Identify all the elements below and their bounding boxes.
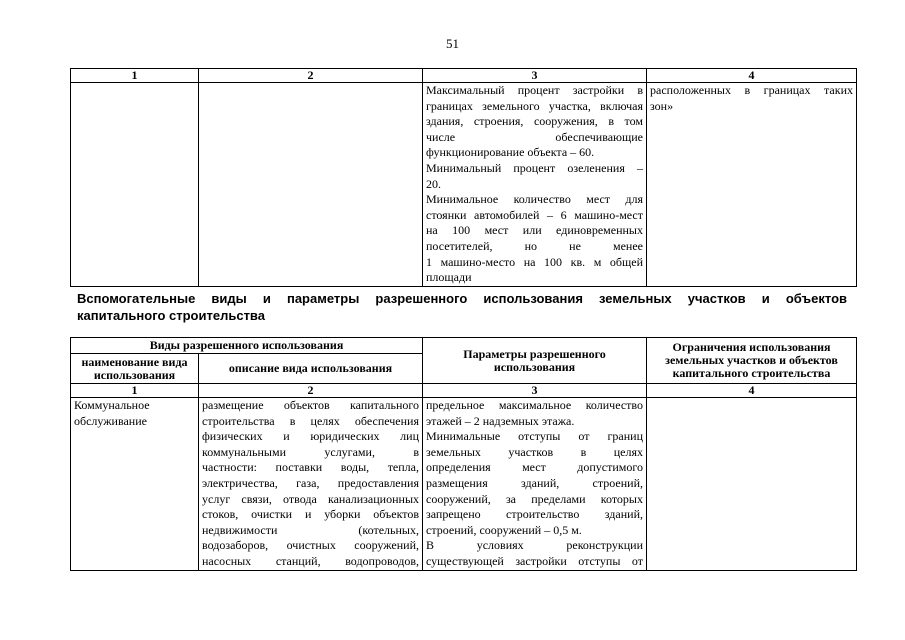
col-number-2: 2	[199, 384, 423, 398]
col-number-1: 1	[71, 384, 199, 398]
cell-parameters: Максимальный процент застройки в границах земельного участка, включая здания, строения, сооружения, в том числе обеспечивающие функционирование объекта – 60. Минимальный процент озеленения – 20. Минимальное количество мест для стоянки автомобилей – 6 машино-мест на 100 мест или единовременных посетителей, но не менее 1 машино-место на 100 кв. м общей площади	[423, 83, 647, 287]
cell-empty-2	[199, 83, 423, 287]
header-use-description: описание вида использования	[199, 354, 423, 384]
col-number-3: 3	[423, 384, 647, 398]
cell-limitations: расположенных в границах таких зон»	[647, 83, 857, 287]
col-number-4: 4	[647, 69, 857, 83]
cell-use-name: Коммунальное обслуживание	[71, 398, 199, 571]
cell-use-description: размещение объектов капитального строительства в целях обеспечения физических и юридических лиц коммунальными услугами, в частности: поставки воды, тепла, электричества, газа, предоставления услуг связи, отвода канализационных стоков, очистки и уборки объектов недвижимости (котельных, водозаборов, очистных сооружений, насосных станций, водопроводов,	[199, 398, 423, 571]
page-number: 51	[446, 36, 459, 51]
cell-empty-1	[71, 83, 199, 287]
col-number-3: 3	[423, 69, 647, 83]
col-number-1: 1	[71, 69, 199, 83]
continued-table	[70, 68, 857, 287]
header-parameters: Параметры разрешенного использования	[423, 338, 647, 384]
section-heading: Вспомогательные виды и параметры разрешенного использования земельных участков и объектов капитального строительства	[77, 291, 847, 323]
cell-use-limitations	[647, 398, 857, 571]
auxiliary-uses-table	[70, 337, 857, 571]
col-number-2: 2	[199, 69, 423, 83]
cell-use-parameters: предельное максимальное количество этажей – 2 надземных этажа. Минимальные отступы от границ земельных участков в целях определения мест допустимого размещения зданий, строений, сооружений, за пределами которых запрещено строительство зданий, строений, сооружений – 0,5 м. В условиях реконструкции существующей застройки отступы от	[423, 398, 647, 571]
header-use-types: Виды разрешенного использования	[71, 338, 423, 354]
col-number-4: 4	[647, 384, 857, 398]
header-use-name: наименование вида использования	[71, 354, 199, 384]
header-limitations: Ограничения использования земельных участков и объектов капитального строительства	[647, 338, 857, 384]
